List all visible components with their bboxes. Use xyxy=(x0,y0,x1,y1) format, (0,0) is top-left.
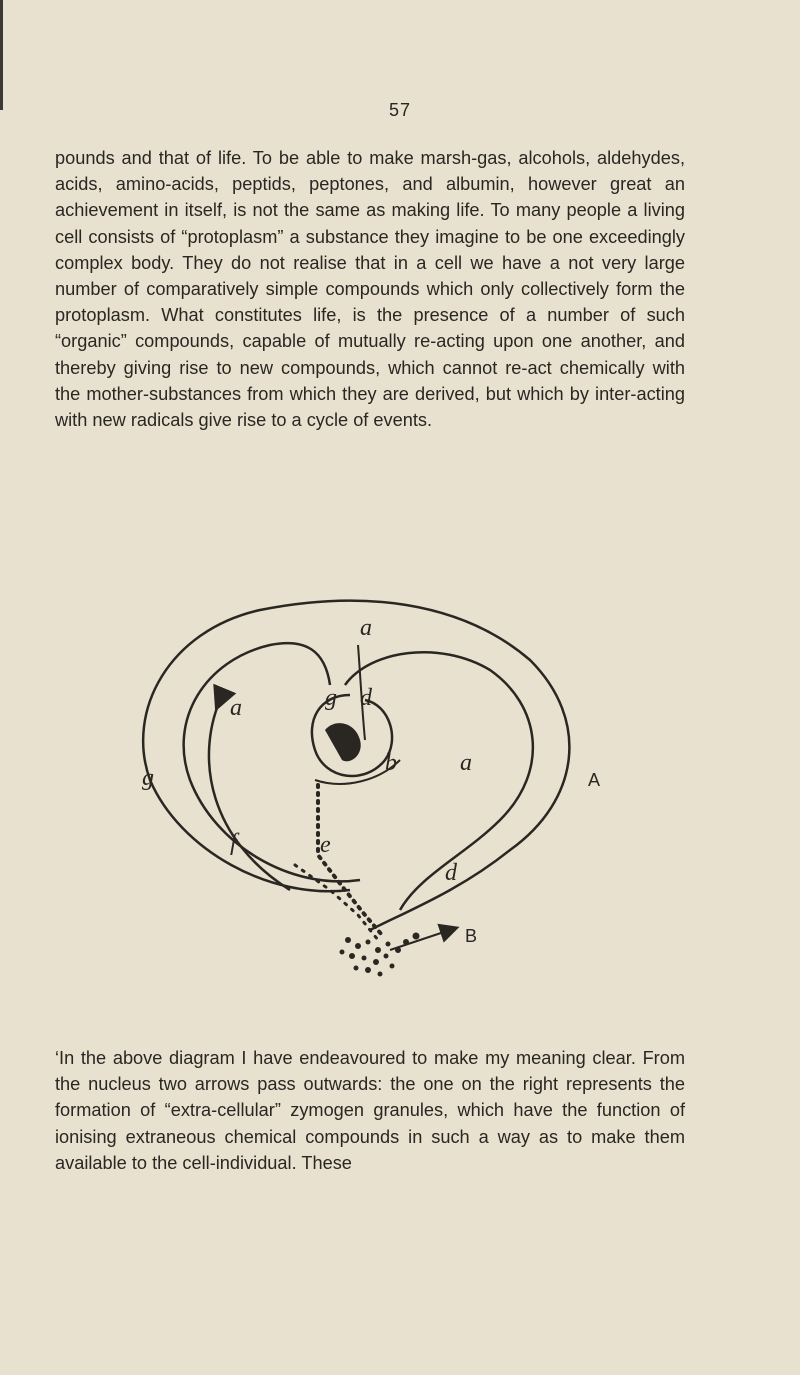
label-g-left: g xyxy=(142,765,154,791)
label-a-right: a xyxy=(460,750,472,776)
body-paragraph-2: ‘In the above diagram I have endeavoured to make my meaning clear. From the nucleus two arrows pass outwards: the one on the right represents the formation of “extra-cellular” zymogen granules, which have the function of ionising extraneous chemical compounds in such a way as to make them available to the cell-individual. These xyxy=(55,1048,685,1173)
body-paragraph-1: pounds and that of life. To be able to make marsh-gas, alcohols, aldehydes, acids, amino-acids, peptids, peptones, and albumin, however great an achievement in itself, is not the same as making life. To many people a living cell consists of “protoplasm” a substance they imagine to be one exceedingly complex body. They do not realise that in a cell we have a not very large number of comparatively simple compounds which only collectively form the protoplasm. What constitutes life, is the presence of a number of such “organic” compounds, capable of mutually re-acting upon one another, and thereby giving rise to new compounds, which cannot re-act chemically with the mother-substances from which they are derived, but which by inter-acting with new radicals give rise to a cycle of events. xyxy=(55,148,685,431)
cell-diagram-svg xyxy=(120,590,620,1030)
cell-diagram xyxy=(120,590,620,1030)
granule-cluster xyxy=(340,933,420,977)
nucleus-core xyxy=(325,723,361,761)
label-b: b xyxy=(385,750,397,776)
arrow-to-B xyxy=(390,930,450,950)
right-loop xyxy=(345,652,533,910)
page-number: 57 xyxy=(388,100,412,120)
label-f: f xyxy=(230,830,237,856)
dotted-path-left xyxy=(318,785,382,935)
label-a-top: a xyxy=(360,615,372,641)
page-binding-edge xyxy=(0,0,3,110)
label-e: e xyxy=(320,832,331,858)
label-B: B xyxy=(465,926,478,946)
label-a-left: a xyxy=(230,695,242,721)
left-inner-arc xyxy=(209,700,290,890)
label-d-lower: d xyxy=(445,860,457,886)
label-d-upper: d xyxy=(360,685,372,711)
label-g-upper: g xyxy=(325,685,337,711)
label-A: A xyxy=(588,770,601,790)
